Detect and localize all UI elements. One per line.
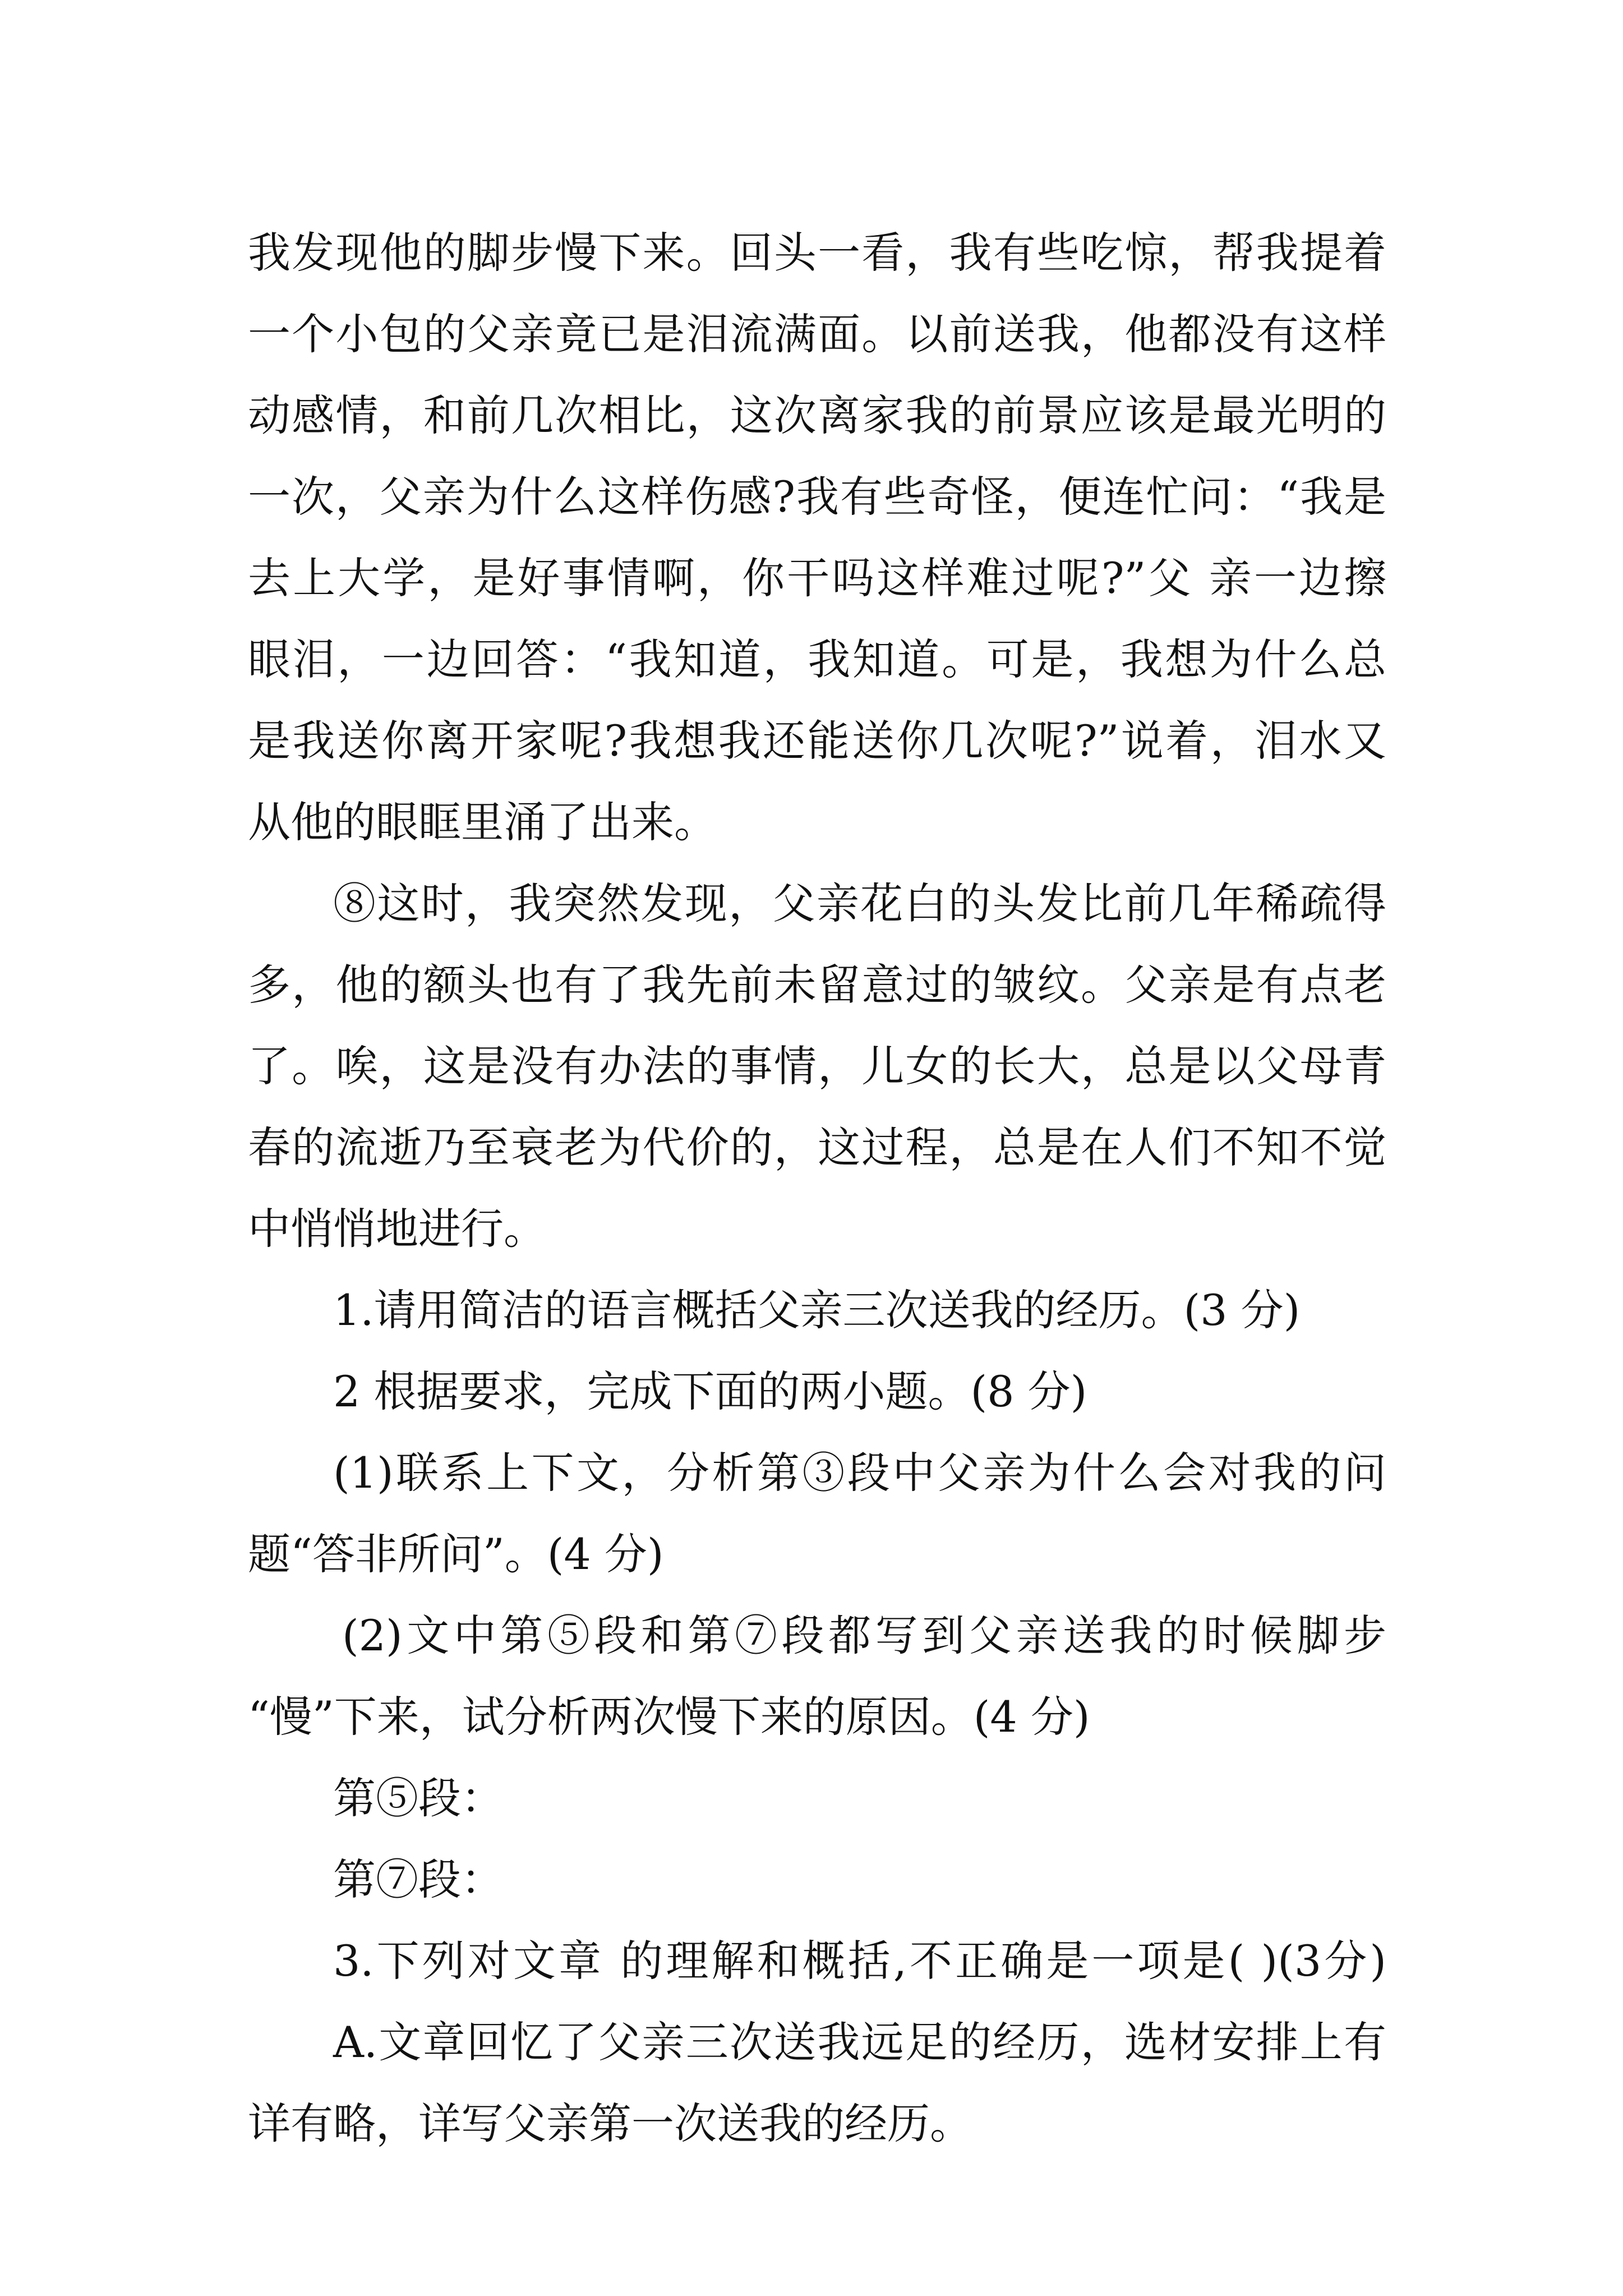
passage-line: 我发现他的脚步慢下来。回头一看，我有些吃惊，帮我提着 [248, 228, 1386, 278]
paragraph8-line: ⑧这时，我突然发现，父亲花白的头发比前几年稀疏得 [333, 878, 1386, 928]
passage-line: 一个小包的父亲竟已是泪流满面。以前送我，他都没有这样 [248, 309, 1386, 359]
question-1: 1.请用简洁的语言概括父亲三次送我的经历。(3 分) [333, 1285, 1301, 1335]
question-2-1-cont: 题“答非所问”。(4 分) [248, 1529, 664, 1579]
paragraph8-line: 多，他的额头也有了我先前未留意过的皱纹。父亲是有点老 [248, 960, 1386, 1010]
option-a-cont: 详有略，详写父亲第一次送我的经历。 [248, 2099, 972, 2148]
passage-line: 去上大学，是好事情啊，你干吗这样难过呢?”父 亲一边擦 [248, 553, 1386, 603]
question-3: 3.下列对文章 的理解和概括,不正确是一项是( )(3分) [333, 1936, 1386, 1986]
passage-line: 动感情，和前几次相比，这次离家我的前景应该是最光明的 [248, 390, 1386, 440]
question-2-1: (1)联系上下文，分析第③段中父亲为什么会对我的问 [333, 1448, 1386, 1498]
document-text [248, 212, 1386, 2164]
answer-paragraph-7: 第⑦段： [333, 1855, 504, 1904]
answer-paragraph-5: 第⑤段： [333, 1773, 504, 1823]
paragraph8-line: 了。唉，这是没有办法的事情，儿女的长大，总是以父母青 [248, 1041, 1386, 1091]
passage-line: 眼泪，一边回答：“我知道，我知道。可是，我想为什么总 [248, 634, 1386, 684]
passage-line: 一次，父亲为什么这样伤感?我有些奇怪，便连忙问：“我是 [248, 472, 1386, 522]
question-2: 2 根据要求，完成下面的两小题。(8 分) [333, 1366, 1087, 1416]
passage-line: 从他的眼眶里涌了出来。 [248, 797, 717, 847]
passage-line: 是我送你离开家呢?我想我还能送你几次呢?”说着，泪水又 [248, 716, 1386, 766]
paragraph8-line: 春的流逝乃至衰老为代价的，这过程，总是在人们不知不觉 [248, 1122, 1386, 1172]
option-a: A.文章回忆了父亲三次送我远足的经历，选材安排上有 [333, 2017, 1386, 2067]
question-2-2-cont: “慢”下来，试分析两次慢下来的原因。(4 分) [248, 1692, 1090, 1742]
paragraph8-line: 中悄悄地进行。 [248, 1204, 546, 1254]
question-2-2: (2)文中第⑤段和第⑦段都写到父亲送我的时候脚步 [342, 1611, 1386, 1660]
